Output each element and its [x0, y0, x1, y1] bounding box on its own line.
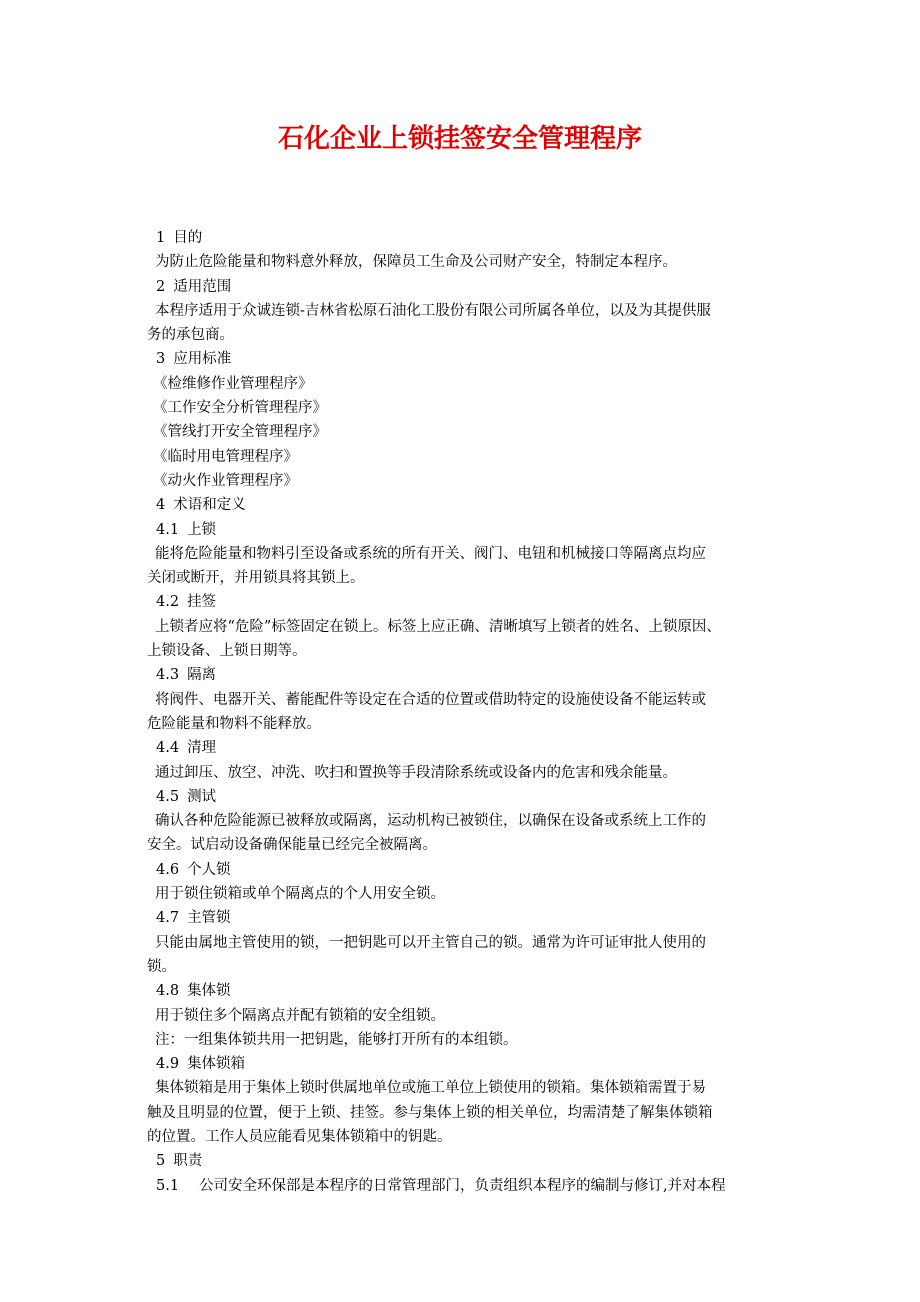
paragraph-line: 上锁设备、上锁日期等。: [147, 643, 307, 660]
section-number: 5: [156, 1153, 166, 1170]
paragraph-line: 本程序适用于众诚连锁-吉林省松原石油化工股份有限公司所属各单位，以及为其提供服: [155, 302, 711, 319]
section-heading: [138, 1149, 783, 1173]
section-title: 职责: [173, 1153, 203, 1170]
document-body: [138, 226, 783, 1198]
document-title: 石化企业上锁挂签安全管理程序: [277, 124, 642, 154]
paragraph-line: 确认各种危险能源已被释放或隔离，运动机构已被锁住，以确保在设备或系统上工作的: [155, 813, 706, 830]
subsection-number: 4.7: [156, 910, 180, 927]
subsection-heading: [138, 590, 783, 614]
standard-reference: 《检维修作业管理程序》: [153, 375, 313, 392]
subsection-number: 4.3: [156, 667, 180, 684]
paragraph-line: 只能由属地主管使用的锁，一把钥匙可以开主管自己的锁。通常为许可证审批人使用的: [155, 934, 706, 951]
paragraph-line: 将阀件、电器开关、蓄能配件等设定在合适的位置或借助特定的设施使设备不能运转或: [155, 691, 706, 708]
paragraph-line: 关闭或断开，并用锁具将其锁上。: [147, 570, 365, 587]
paragraph-line: 上锁者应将“危险”标签固定在锁上。标签上应正确、清晰填写上锁者的姓名、上锁原因、: [155, 618, 721, 635]
paragraph-line: 触及且明显的位置，便于上锁、挂签。参与集体上锁的相关单位，均需清楚了解集体锁箱: [147, 1104, 713, 1121]
subsection-number: 4.8: [156, 983, 180, 1000]
subsection-title: 测试: [187, 788, 217, 805]
section-number: 4: [156, 497, 166, 514]
subsection-heading: [138, 858, 783, 882]
section-number: 3: [156, 351, 166, 368]
section-title: 目的: [173, 230, 203, 246]
note-line: 注：一组集体锁共用一把钥匙，能够打开所有的本组锁。: [155, 1031, 518, 1048]
section-title: 应用标准: [173, 351, 232, 368]
subsection-heading: [138, 1052, 783, 1076]
subsection-title: 个人锁: [187, 861, 231, 878]
subsection-heading: [138, 1174, 783, 1198]
subsection-heading: [138, 979, 783, 1003]
subsection-title: 挂签: [187, 594, 217, 611]
subsection-number: 4.6: [156, 861, 180, 878]
paragraph-line: 务的承包商。: [147, 327, 234, 344]
subsection-number: 5.1: [156, 1177, 180, 1194]
subsection-title: 隔离: [187, 667, 217, 684]
subsection-heading: [138, 785, 783, 809]
subsection-heading: [138, 906, 783, 930]
subsection-number: 4.1: [156, 521, 180, 538]
paragraph-line: 通过卸压、放空、冲洗、吹扫和置换等手段清除系统或设备内的危害和残余能量。: [155, 764, 677, 781]
section-title: 适用范围: [173, 278, 232, 295]
subsection-title: 集体锁箱: [187, 1056, 246, 1073]
subsection-number: 4.4: [156, 740, 180, 757]
paragraph-line: 能将危险能量和物料引至设备或系统的所有开关、阀门、电钮和机械接口等隔离点均应: [155, 545, 706, 562]
section-heading: [138, 347, 783, 371]
subsection-title: 清理: [187, 740, 217, 757]
paragraph-line: 危险能量和物料不能释放。: [147, 715, 321, 732]
standard-reference: 《动火作业管理程序》: [153, 472, 298, 489]
section-number: 1: [156, 230, 166, 246]
section-title: 术语和定义: [173, 497, 246, 514]
section-heading: [138, 493, 783, 517]
paragraph-line: 公司安全环保部是本程序的日常管理部门，负责组织本程序的编制与修订,并对本程: [199, 1177, 726, 1194]
subsection-title: 上锁: [187, 521, 217, 538]
paragraph-line: 的位置。工作人员应能看见集体锁箱中的钥匙。: [147, 1128, 452, 1145]
paragraph-line: 为防止危险能量和物料意外释放，保障员工生命及公司财产安全，特制定本程序。: [155, 254, 677, 271]
section-number: 2: [156, 278, 166, 295]
standard-reference: 《临时用电管理程序》: [153, 448, 298, 465]
section-heading: [138, 275, 783, 299]
section-heading: [138, 226, 783, 250]
subsection-heading: [138, 736, 783, 760]
standard-reference: 《工作安全分析管理程序》: [153, 400, 327, 417]
paragraph-line: 集体锁箱是用于集体上锁时供属地单位或施工单位上锁使用的锁箱。集体锁箱需置于易: [155, 1080, 706, 1097]
subsection-number: 4.2: [156, 594, 180, 611]
subsection-title: 集体锁: [187, 983, 231, 1000]
standard-reference: 《管线打开安全管理程序》: [153, 424, 327, 441]
subsection-heading: [138, 518, 783, 542]
subsection-number: 4.5: [156, 788, 180, 805]
paragraph-line: 用于锁住多个隔离点并配有锁箱的安全组锁。: [155, 1007, 445, 1024]
paragraph-line: 用于锁住锁箱或单个隔离点的个人用安全锁。: [155, 886, 445, 903]
paragraph-line: 锁。: [147, 958, 176, 975]
subsection-heading: [138, 663, 783, 687]
subsection-number: 4.9: [156, 1056, 180, 1073]
subsection-title: 主管锁: [187, 910, 231, 927]
paragraph-line: 安全。试启动设备确保能量已经完全被隔离。: [147, 837, 437, 854]
